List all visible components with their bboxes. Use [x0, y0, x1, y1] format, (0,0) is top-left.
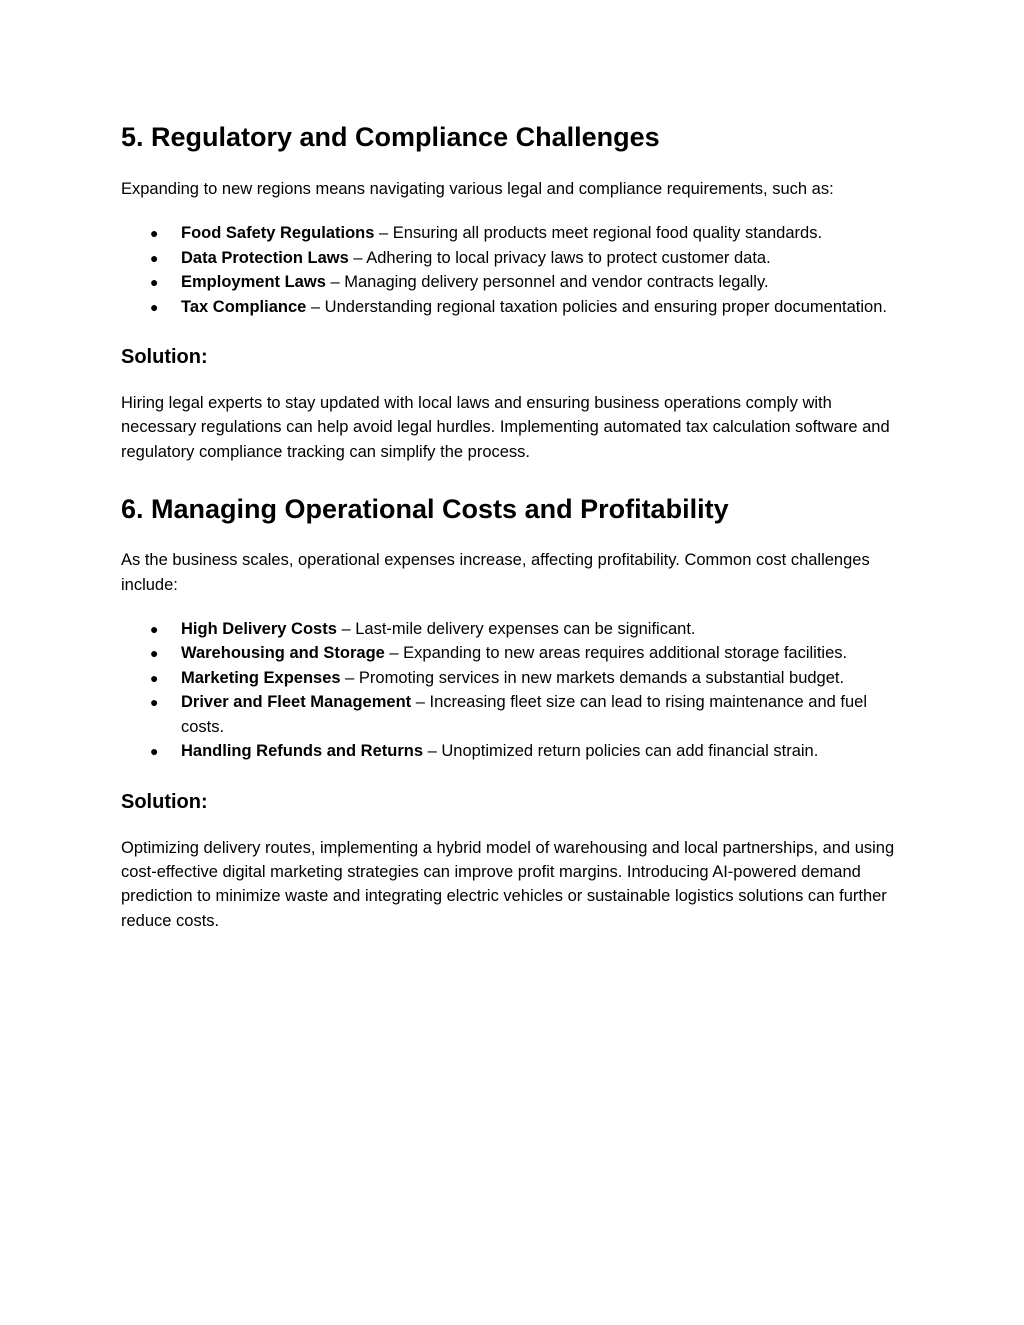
list-item-term: Data Protection Laws: [181, 248, 349, 267]
section-5-list: [121, 221, 911, 319]
section-6-solution-text: Optimizing delivery routes, implementing a hybrid model of warehousing and local partnerships, and using cost-effective digital marketing strategies can improve profit margins. Introducing AI-powered demand prediction to minimize waste and integrating electric vehicles or sustainable logistics solutions can further reduce costs.: [121, 838, 895, 930]
bullet-icon: ●: [150, 743, 159, 760]
bullet-icon: ●: [150, 249, 159, 266]
list-item-term: Handling Refunds and Returns: [181, 742, 424, 761]
list-item: [121, 270, 911, 294]
list-item-description: – Expanding to new areas requires additional storage facilities.: [384, 644, 848, 663]
bullet-icon: ●: [150, 645, 159, 662]
list-item: [121, 739, 911, 763]
section-6-solution-heading: Solution:: [121, 790, 208, 813]
list-item-description: – Last-mile delivery expenses can be significant.: [336, 620, 696, 639]
section-6-list: [121, 617, 911, 763]
bullet-icon: ●: [150, 298, 159, 315]
bullet-icon: ●: [150, 669, 159, 686]
list-item: [121, 295, 911, 319]
list-item: [121, 221, 911, 245]
section-5-heading: 5. Regulatory and Compliance Challenges: [121, 122, 660, 152]
list-item-term: Food Safety Regulations: [181, 224, 375, 243]
list-item-description: – Ensuring all products meet regional food quality standards.: [374, 224, 823, 243]
bullet-icon: ●: [150, 694, 159, 711]
list-item-description: – Understanding regional taxation policies and ensuring proper documentation.: [306, 297, 887, 316]
bullet-icon: ●: [150, 225, 159, 242]
section-6-heading: 6. Managing Operational Costs and Profitability: [121, 494, 729, 525]
list-item: [121, 246, 911, 270]
list-item-term: High Delivery Costs: [181, 620, 337, 639]
list-item-term: Employment Laws: [181, 273, 326, 292]
bullet-icon: ●: [150, 274, 159, 291]
list-item-term: Driver and Fleet Management: [181, 693, 412, 712]
list-item-term: Marketing Expenses: [181, 668, 341, 687]
list-item: [121, 666, 911, 690]
bullet-icon: ●: [150, 621, 159, 638]
list-item-description: – Adhering to local privacy laws to protect customer data.: [348, 248, 771, 267]
list-item-description: – Managing delivery personnel and vendor contracts legally.: [325, 273, 769, 292]
list-item: [121, 690, 911, 739]
list-item: [121, 617, 911, 641]
section-5-intro: Expanding to new regions means navigating various legal and compliance requirements, such as:: [121, 180, 834, 198]
section-5-solution-text: Hiring legal experts to stay updated with local laws and ensuring business operations comply with necessary regulations can help avoid legal hurdles. Implementing automated tax calculation software and regulatory compliance tracking can simplify the process.: [121, 394, 890, 461]
list-item-description: – Increasing fleet size can lead to rising maintenance and fuel costs.: [181, 693, 868, 736]
list-item: [121, 641, 911, 665]
section-5-solution-heading: Solution:: [121, 346, 208, 369]
list-item-description: – Unoptimized return policies can add financial strain.: [423, 742, 819, 761]
list-item-term: Tax Compliance: [181, 297, 307, 316]
document-page: [121, 118, 911, 933]
list-item-term: Warehousing and Storage: [181, 644, 385, 663]
list-item-description: – Promoting services in new markets demands a substantial budget.: [340, 668, 845, 687]
section-6-intro: As the business scales, operational expenses increase, affecting profitability. Common cost challenges include:: [121, 551, 870, 594]
